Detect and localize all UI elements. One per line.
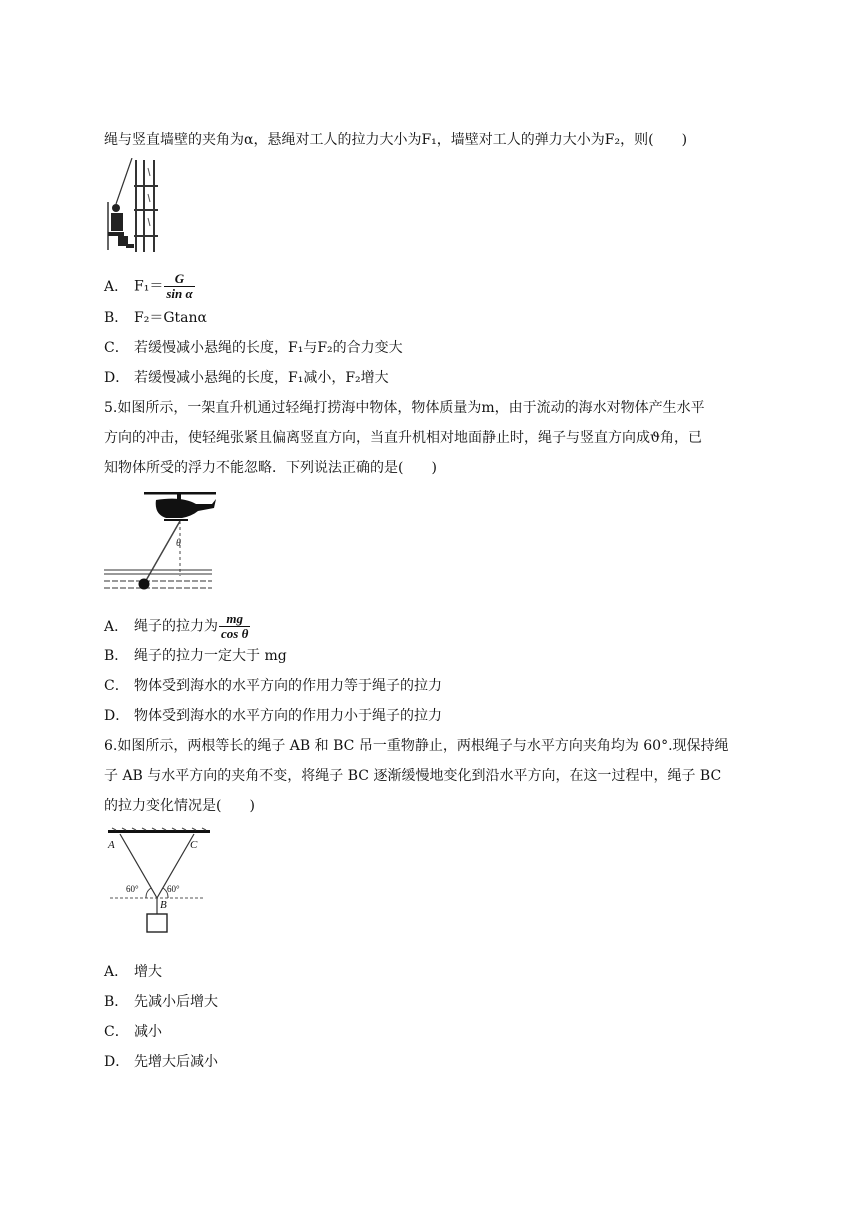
q6-angle-right-label: 60°	[167, 884, 180, 894]
q4-option-c-text: 若缓慢减小悬绳的长度，F₁与F₂的合力变大	[134, 340, 403, 356]
q6-option-c-text: 减小	[134, 1024, 162, 1040]
q5-option-b[interactable]	[104, 646, 287, 666]
q4-option-b-label: B．	[104, 310, 129, 326]
q5-option-d-label: D．	[104, 708, 130, 724]
q6-label-c: C	[190, 839, 198, 851]
q5-option-c[interactable]	[104, 676, 442, 696]
q4-option-a-prefix: F₁＝	[134, 278, 164, 295]
q4-option-b[interactable]	[104, 308, 207, 328]
q5-stem-line1: 5.如图所示，一架直升机通过轻绳打捞海中物体，物体质量为m，由于流动的海水对物体产生水平	[104, 400, 705, 416]
q5-option-a-fraction	[219, 612, 250, 641]
q5-option-c-label: C．	[104, 678, 129, 694]
q5-option-a[interactable]	[104, 612, 251, 641]
q4-option-c-label: C．	[104, 340, 129, 356]
q5-option-b-label: B．	[104, 648, 129, 664]
q5-theta-label: θ	[176, 538, 181, 549]
q6-option-a-text: 增大	[134, 964, 162, 980]
q6-angle-left-label: 60°	[126, 884, 139, 894]
q6-option-c-label: C．	[104, 1024, 129, 1040]
q4-window-cleaner-figure	[104, 158, 160, 254]
q6-option-c[interactable]	[104, 1022, 162, 1042]
q6-option-a-label: A．	[104, 964, 129, 980]
q5-option-b-text: 绳子的拉力一定大于 mg	[134, 648, 287, 664]
q6-option-d[interactable]	[104, 1052, 218, 1072]
q6-option-d-text: 先增大后减小	[134, 1054, 218, 1070]
q4-option-a-denominator: sin α	[166, 286, 193, 301]
q6-option-b-text: 先减小后增大	[134, 994, 218, 1010]
q4-option-c[interactable]	[104, 338, 403, 358]
q6-rope-figure	[104, 826, 214, 938]
q6-stem-line3: 的拉力变化情况是( )	[104, 798, 255, 814]
q5-option-a-numerator: mg	[219, 612, 250, 627]
q5-option-a-denominator: cos θ	[221, 626, 249, 641]
q5-option-a-label: A．	[104, 618, 129, 635]
q5-option-d-text: 物体受到海水的水平方向的作用力小于绳子的拉力	[134, 708, 442, 724]
q4-option-d[interactable]	[104, 368, 389, 388]
q5-option-a-prefix: 绳子的拉力为	[134, 618, 218, 635]
q5-stem-line2: 方向的冲击，使轻绳张紧且偏离竖直方向，当直升机相对地面静止时，绳子与竖直方向成ϑ角，已	[104, 430, 703, 446]
q5-helicopter-figure	[104, 484, 216, 596]
q4-option-d-label: D．	[104, 370, 130, 386]
q5-stem-line3: 知物体所受的浮力不能忽略．下列说法正确的是( )	[104, 460, 437, 476]
q6-option-b-label: B．	[104, 994, 129, 1010]
q6-stem-line1: 6.如图所示，两根等长的绳子 AB 和 BC 吊一重物静止，两根绳子与水平方向夹角均为 60°.现保持绳	[104, 738, 729, 754]
q4-option-b-text: F₂＝Gtanα	[134, 310, 207, 326]
q4-option-a-numerator: G	[164, 272, 194, 287]
q4-option-d-text: 若缓慢减小悬绳的长度，F₁减小，F₂增大	[134, 370, 389, 386]
q6-option-b[interactable]	[104, 992, 218, 1012]
q4-option-a-fraction	[164, 272, 194, 301]
q6-option-a[interactable]	[104, 962, 162, 982]
q6-option-d-label: D．	[104, 1054, 130, 1070]
q5-option-d[interactable]	[104, 706, 442, 726]
q4-option-a[interactable]	[104, 272, 196, 301]
q6-label-b: B	[160, 899, 167, 911]
q5-option-c-text: 物体受到海水的水平方向的作用力等于绳子的拉力	[134, 678, 442, 694]
q6-stem-line2: 子 AB 与水平方向的夹角不变，将绳子 BC 逐渐缓慢地变化到沿水平方向，在这一过程中，绳子 BC	[104, 768, 722, 784]
q6-label-a: A	[108, 839, 115, 851]
q4-option-a-label: A．	[104, 278, 129, 295]
q4-stem-line1: 绳与竖直墙壁的夹角为α，悬绳对工人的拉力大小为F₁，墙壁对工人的弹力大小为F₂，则( )	[104, 132, 688, 148]
